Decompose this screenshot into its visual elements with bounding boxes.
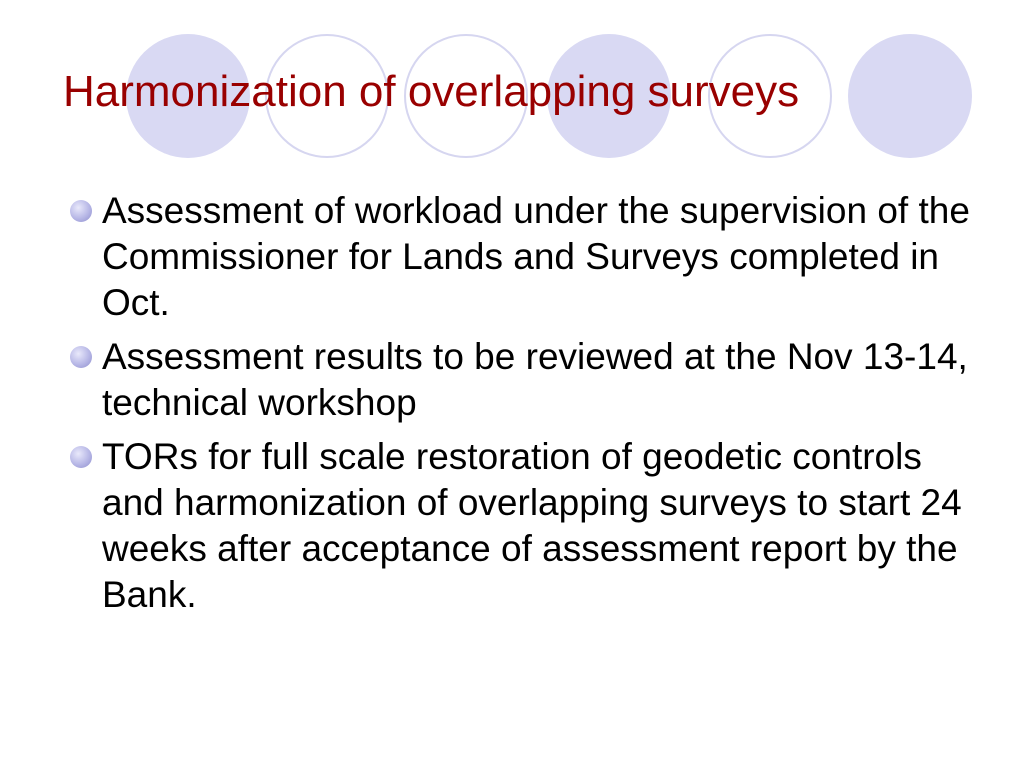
bullet-text: TORs for full scale restoration of geodetic controls and harmonization of overlapping surveys to start 24 weeks after acceptance of assessment report by the Bank. bbox=[102, 436, 962, 615]
bullet-icon bbox=[70, 446, 92, 468]
bullet-text: Assessment results to be reviewed at the Nov 13-14, technical workshop bbox=[102, 336, 968, 423]
bullet-item bbox=[70, 188, 970, 326]
bullet-item bbox=[70, 334, 970, 426]
bullet-icon bbox=[70, 346, 92, 368]
slide-title: Harmonization of overlapping surveys bbox=[63, 67, 800, 116]
bullet-text: Assessment of workload under the supervision of the Commissioner for Lands and Surveys completed in Oct. bbox=[102, 190, 970, 323]
filled-circle-3 bbox=[848, 34, 972, 158]
bullet-icon bbox=[70, 200, 92, 222]
bullet-list bbox=[70, 188, 970, 626]
bullet-item bbox=[70, 434, 970, 618]
